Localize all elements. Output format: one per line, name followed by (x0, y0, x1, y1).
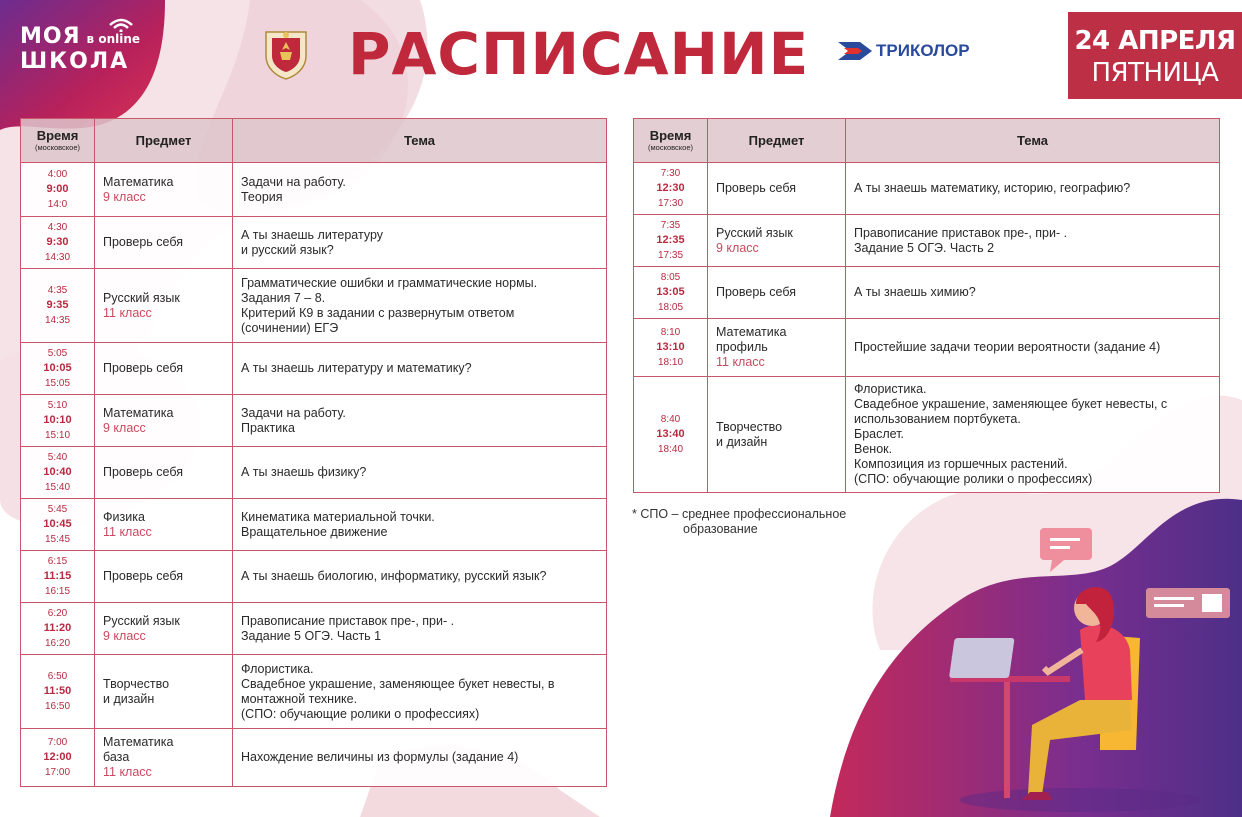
time-moscow: 9:00 (46, 183, 69, 195)
time-late: 14:30 (44, 252, 71, 263)
subject-cell (708, 215, 846, 267)
ministry-emblem-icon (262, 26, 310, 80)
topic-line: А ты знаешь литературу (241, 227, 384, 242)
subject-name: Русский язык (716, 225, 793, 240)
header-time: Время (московское) (634, 119, 708, 163)
topic-line: использованием портбукета. (854, 412, 1021, 426)
subject-cell (708, 267, 846, 319)
topic-line: Задачи на работу. (241, 405, 346, 420)
topic-line: Правописание приставок пре-, при- . (241, 613, 455, 628)
topic-cell (233, 603, 607, 655)
subject-cell (95, 655, 233, 729)
topic-line: Грамматические ошибки и грамматические нормы. (241, 275, 538, 290)
time-cell (21, 603, 95, 655)
time-moscow: 13:10 (656, 341, 685, 353)
time-late: 14:0 (47, 199, 68, 210)
header-subject: Предмет (708, 119, 846, 163)
time-cell (21, 499, 95, 551)
subject-cell (95, 343, 233, 395)
topic-line: Свадебное украшение, заменяющее букет невесты, в (241, 676, 555, 691)
topic-cell (846, 319, 1220, 377)
time-late: 14:35 (44, 315, 71, 326)
topic-line: Задание 5 ОГЭ. Часть 1 (241, 628, 382, 643)
topic-line: Нахождение величины из формулы (задание 4) (241, 750, 519, 764)
time-late: 18:10 (657, 357, 684, 368)
topic-line: Кинематика материальной точки. (241, 509, 435, 524)
student-laptop-illustration (780, 500, 1240, 817)
table-row (21, 655, 607, 729)
topic-cell (233, 729, 607, 787)
time-moscow: 10:10 (43, 414, 72, 426)
topic-line: Простейшие задачи теории вероятности (задание 4) (854, 340, 1161, 354)
subject-name: Проверь себя (103, 235, 183, 249)
time-late: 15:40 (44, 482, 71, 493)
subject-name: Русский язык (103, 290, 180, 305)
time-early: 6:50 (47, 671, 68, 682)
topic-line: А ты знаешь химию? (854, 285, 976, 299)
time-moscow: 10:45 (43, 518, 72, 530)
table-row (21, 447, 607, 499)
topic-line: и русский язык? (241, 242, 334, 257)
time-cell (21, 269, 95, 343)
grade-label: 9 класс (103, 420, 146, 435)
time-cell (21, 343, 95, 395)
time-early: 5:05 (47, 348, 68, 359)
time-late: 17:35 (657, 250, 684, 261)
table-row (634, 215, 1220, 267)
subject-name: Проверь себя (103, 465, 183, 479)
time-early: 7:35 (660, 220, 681, 231)
time-cell (634, 377, 708, 493)
my-school-logo (20, 26, 140, 73)
time-cell (634, 163, 708, 215)
table-row (634, 267, 1220, 319)
time-moscow: 9:35 (46, 299, 69, 311)
time-moscow: 13:05 (656, 286, 685, 298)
topic-line: Флористика. (854, 382, 927, 396)
topic-cell (846, 163, 1220, 215)
header-topic: Тема (233, 119, 607, 163)
footnote-line1: * СПО – среднее профессиональное (632, 507, 847, 521)
topic-cell (846, 215, 1220, 267)
chat-bubble-icon (1040, 528, 1092, 572)
tricolor-mark-icon (838, 40, 872, 62)
topic-line: Практика (241, 420, 295, 435)
footnote (632, 507, 846, 537)
time-late: 17:00 (44, 767, 71, 778)
subject-cell (95, 551, 233, 603)
schedule-table-right (633, 118, 1220, 493)
subject-name: Проверь себя (103, 569, 183, 583)
time-early: 4:35 (47, 285, 68, 296)
time-cell (21, 217, 95, 269)
time-cell (21, 655, 95, 729)
time-early: 6:20 (47, 608, 68, 619)
subject-cell (708, 377, 846, 493)
time-early: 5:10 (47, 400, 68, 411)
subject-cell (708, 319, 846, 377)
time-moscow: 9:30 (46, 236, 69, 248)
time-early: 4:30 (47, 222, 68, 233)
topic-cell (233, 269, 607, 343)
table-row (21, 603, 607, 655)
date-box (1068, 12, 1242, 99)
time-late: 18:40 (657, 444, 684, 455)
schedule-table-left (20, 118, 607, 787)
time-late: 16:15 (44, 586, 71, 597)
topic-line: Задания 7 – 8. (241, 290, 326, 305)
topic-line: Свадебное украшение, заменяющее букет невесты, с (854, 397, 1168, 411)
topic-line: Задание 5 ОГЭ. Часть 2 (854, 240, 995, 255)
header-topic: Тема (846, 119, 1220, 163)
time-early: 8:10 (660, 327, 681, 338)
subject-name: Математика профиль (716, 325, 787, 354)
date-day: 24 АПРЕЛЯ (1074, 26, 1236, 56)
grade-label: 9 класс (103, 189, 146, 204)
time-cell (21, 447, 95, 499)
topic-cell (233, 499, 607, 551)
topic-line: Композиция из горшечных растений. (854, 457, 1068, 471)
grade-label: 9 класс (716, 240, 759, 255)
time-late: 18:05 (657, 302, 684, 313)
time-moscow: 12:30 (656, 182, 685, 194)
time-cell (21, 729, 95, 787)
subject-name: Проверь себя (716, 181, 796, 195)
topic-cell (233, 163, 607, 217)
time-early: 5:40 (47, 452, 68, 463)
topic-line: (СПО: обучающие ролики о профессиях) (241, 706, 480, 721)
time-cell (634, 319, 708, 377)
subject-cell (95, 729, 233, 787)
time-late: 17:30 (657, 198, 684, 209)
topic-line: А ты знаешь математику, историю, географию? (854, 181, 1131, 195)
page-title: РАСПИСАНИЕ (348, 20, 810, 88)
time-moscow: 10:40 (43, 466, 72, 478)
table-row (21, 269, 607, 343)
subject-cell (95, 163, 233, 217)
logo-line2: ШКОЛА (20, 49, 130, 74)
subject-name: Творчество и дизайн (103, 676, 170, 706)
time-cell (21, 395, 95, 447)
time-early: 5:45 (47, 504, 68, 515)
subject-cell (95, 269, 233, 343)
date-weekday: ПЯТНИЦА (1091, 58, 1219, 88)
topic-line: Венок. (854, 442, 893, 456)
topic-cell (233, 551, 607, 603)
topic-cell (233, 343, 607, 395)
time-early: 8:40 (660, 414, 681, 425)
topic-cell (233, 655, 607, 729)
time-late: 15:10 (44, 430, 71, 441)
subject-name: Русский язык (103, 613, 180, 628)
grade-label: 9 класс (103, 628, 146, 643)
table-row (21, 729, 607, 787)
time-cell (21, 551, 95, 603)
subject-cell (95, 603, 233, 655)
topic-cell (233, 217, 607, 269)
subject-cell (95, 447, 233, 499)
topic-line: Вращательное движение (241, 524, 388, 539)
table-row (21, 499, 607, 551)
time-late: 16:20 (44, 638, 71, 649)
time-moscow: 11:50 (43, 685, 72, 697)
subject-name: Математика (103, 174, 174, 189)
message-card-icon (1146, 588, 1230, 618)
time-moscow: 12:35 (656, 234, 685, 246)
topic-cell (846, 267, 1220, 319)
time-late: 15:05 (44, 378, 71, 389)
topic-line: монтажной технике. (241, 691, 358, 706)
table-header-row (21, 119, 607, 163)
table-row (21, 395, 607, 447)
topic-line: (сочинении) ЕГЭ (241, 320, 339, 335)
header-time: Время (московское) (21, 119, 95, 163)
table-row (21, 343, 607, 395)
topic-line: (СПО: обучающие ролики о профессиях) (854, 472, 1093, 486)
subject-name: Физика (103, 509, 145, 524)
logo-online: в online (86, 32, 141, 46)
topic-cell (233, 395, 607, 447)
tricolor-label: ТРИКОЛОР (876, 41, 970, 60)
subject-cell (708, 163, 846, 215)
table-row (634, 319, 1220, 377)
topic-cell (233, 447, 607, 499)
header-subject: Предмет (95, 119, 233, 163)
time-cell (634, 215, 708, 267)
time-moscow: 12:00 (43, 751, 72, 763)
subject-name: Математика (103, 405, 174, 420)
grade-label: 11 класс (103, 765, 152, 779)
subject-cell (95, 499, 233, 551)
subject-cell (95, 217, 233, 269)
logo-line1: МОЯ (20, 24, 81, 49)
topic-line: Флористика. (241, 661, 314, 676)
table-row (21, 551, 607, 603)
subject-name: Проверь себя (716, 285, 796, 299)
grade-label: 11 класс (103, 524, 152, 539)
time-early: 4:00 (47, 169, 68, 180)
topic-line: Критерий К9 в задании с развернутым ответом (241, 305, 515, 320)
time-moscow: 10:05 (43, 362, 72, 374)
time-early: 6:15 (47, 556, 68, 567)
topic-line: Браслет. (854, 427, 904, 441)
subject-cell (95, 395, 233, 447)
time-early: 8:05 (660, 272, 681, 283)
time-moscow: 11:15 (43, 570, 72, 582)
table-row (634, 377, 1220, 493)
wifi-icon (108, 18, 134, 32)
time-early: 7:00 (47, 737, 68, 748)
table-row (634, 163, 1220, 215)
time-early: 7:30 (660, 168, 681, 179)
table-row (21, 163, 607, 217)
time-late: 16:50 (44, 701, 71, 712)
subject-name: Творчество и дизайн (716, 419, 783, 449)
time-moscow: 13:40 (656, 428, 685, 440)
topic-cell (846, 377, 1220, 493)
subject-name: Проверь себя (103, 361, 183, 375)
time-cell (21, 163, 95, 217)
topic-line: Теория (241, 189, 283, 204)
time-moscow: 11:20 (43, 622, 72, 634)
topic-line: Задачи на работу. (241, 174, 346, 189)
topic-line: Правописание приставок пре-, при- . (854, 225, 1068, 240)
topic-line: А ты знаешь литературу и математику? (241, 361, 472, 375)
table-row (21, 217, 607, 269)
topic-line: А ты знаешь биологию, информатику, русский язык? (241, 569, 547, 583)
subject-name: Математика база (103, 735, 174, 764)
grade-label: 11 класс (103, 305, 152, 320)
tricolor-logo (838, 40, 970, 62)
table-header-row (634, 119, 1220, 163)
topic-line: А ты знаешь физику? (241, 465, 367, 479)
footnote-line2: образование (683, 522, 758, 536)
time-cell (634, 267, 708, 319)
time-late: 15:45 (44, 534, 71, 545)
grade-label: 11 класс (716, 355, 765, 369)
